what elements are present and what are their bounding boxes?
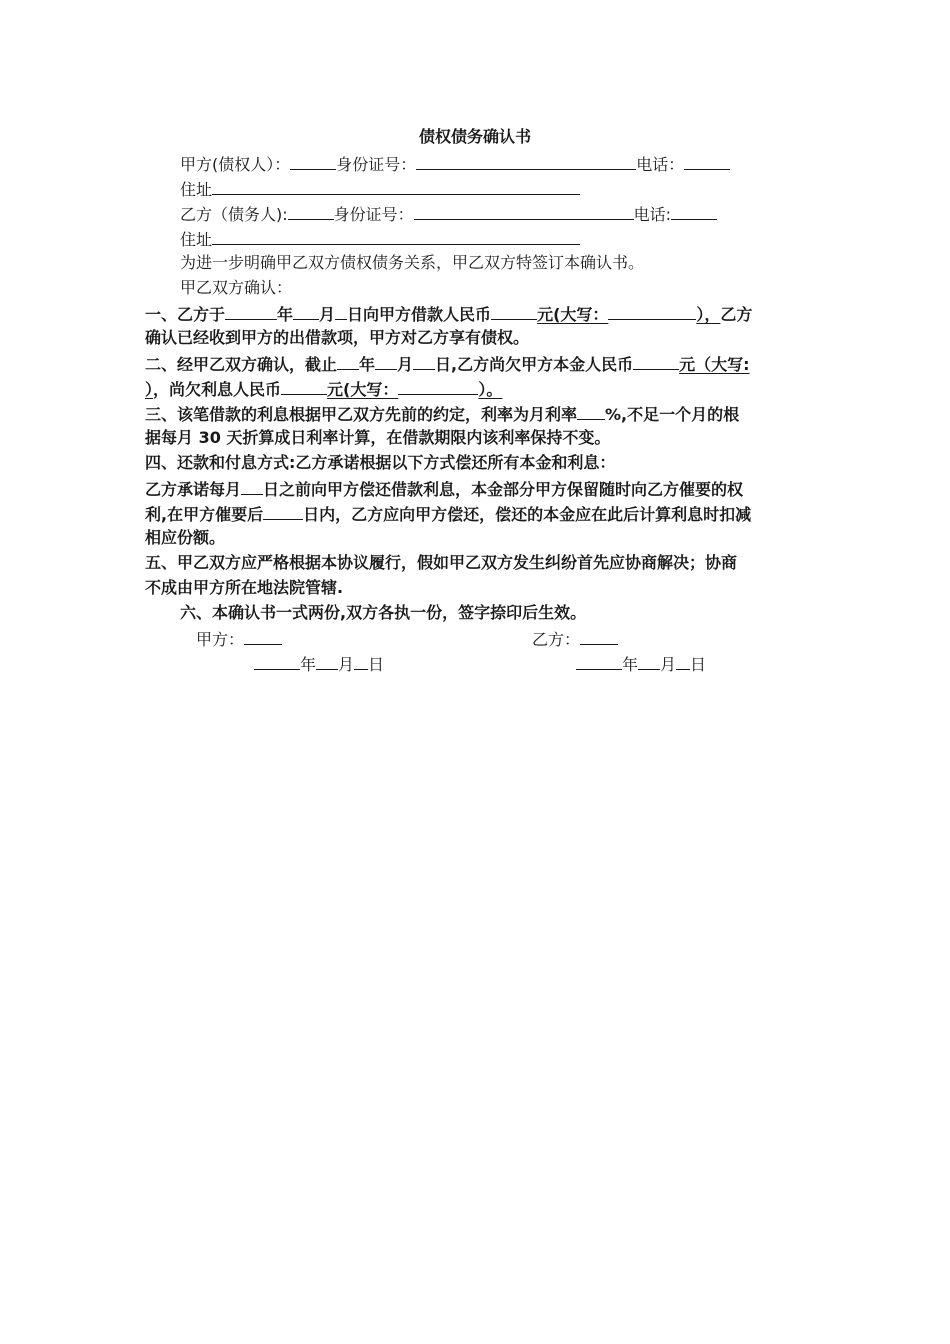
clause-1-year: 年 xyxy=(277,305,294,324)
clause-4-line-1: 四、还款和付息方式:乙方承诺根据以下方式偿还所有本金和利息： xyxy=(145,453,616,472)
date-b-day: 日 xyxy=(690,655,707,674)
signature-party-b xyxy=(532,627,618,651)
date-a-day: 日 xyxy=(368,655,385,674)
creditor-phone-label: 电话： xyxy=(636,155,685,174)
clause-1-year-blank xyxy=(225,302,277,320)
creditor-label: 甲方(债权人）： xyxy=(180,155,291,174)
party-a-label: 甲方： xyxy=(196,630,245,649)
clause-2-day-blank xyxy=(413,352,435,370)
debtor-address-blank xyxy=(212,227,580,245)
date-a-day-blank xyxy=(354,652,368,670)
date-b-month-blank xyxy=(638,652,660,670)
date-a-year: 年 xyxy=(300,655,317,674)
clause-4-text-b: 日之前向甲方偿还借款利息，本金部分甲方保留随时向乙方催要的权 xyxy=(263,480,744,499)
clause-1-amount-blank xyxy=(491,302,537,320)
clause-4-days-blank xyxy=(263,502,303,520)
date-b-month: 月 xyxy=(660,655,677,674)
clause-2-line-1 xyxy=(145,352,750,376)
clause-2-paren-close: ） xyxy=(145,380,154,399)
clause-4-text-a: 乙方承诺每月 xyxy=(145,480,242,499)
date-a-year-blank xyxy=(254,652,300,670)
clause-2-year-blank xyxy=(337,352,359,370)
clause-4-text-d: 日内，乙方应向甲方偿还，偿还的本金应在此后计算利息时扣减 xyxy=(303,505,752,524)
clause-1-month-blank xyxy=(293,302,319,320)
clause-3-line-1 xyxy=(145,402,739,426)
clause-2-text-a: 二、经甲乙双方确认，截止 xyxy=(145,355,338,374)
clause-1-capital-blank xyxy=(608,302,696,320)
clause-2-principal-blank xyxy=(633,352,679,370)
intro-paragraph: 为进一步明确甲乙双方债权债务关系，甲乙双方特签订本确认书。 xyxy=(180,253,645,272)
clause-4-day-blank xyxy=(241,477,263,495)
date-party-a xyxy=(254,652,384,676)
clause-5-line-1: 五、甲乙双方应严格根据本协议履行，假如甲乙双方发生纠纷首先应协商解决；协商 xyxy=(145,553,738,572)
clause-4-line-3 xyxy=(145,502,751,526)
creditor-address-blank xyxy=(212,177,580,195)
clause-2-capital-label: 元（大写: xyxy=(679,355,750,374)
creditor-address-line xyxy=(180,177,580,201)
clause-2-interest-capital-blank xyxy=(398,377,478,395)
clause-2-month: 月 xyxy=(397,355,414,374)
clause-2-month-blank xyxy=(375,352,397,370)
date-b-year: 年 xyxy=(622,655,639,674)
clause-1-day-blank xyxy=(335,302,347,320)
creditor-id-label: 身份证号： xyxy=(336,155,417,174)
clause-4-line-2 xyxy=(145,477,743,501)
clause-4-text-c: 利,在甲方催要后 xyxy=(145,505,264,524)
clause-2-text-b: 日,乙方尚欠甲方本金人民币 xyxy=(435,355,634,374)
debtor-id-label: 身份证号： xyxy=(333,205,414,224)
clause-6: 六、本确认书一式两份,双方各执一份，签字捺印后生效。 xyxy=(180,603,587,622)
clause-1-month: 月 xyxy=(319,305,336,324)
clause-3-text-a: 三、该笔借款的利息根据甲乙双方先前的约定，利率为月利率 xyxy=(145,405,578,424)
date-a-month: 月 xyxy=(338,655,355,674)
creditor-name-blank xyxy=(290,152,336,170)
clause-2-text-c: ，尚欠利息人民币 xyxy=(153,380,282,399)
creditor-address-label: 住址 xyxy=(180,180,213,199)
clause-1-line-2: 确认已经收到甲方的出借款项，甲方对乙方享有债权。 xyxy=(145,328,530,347)
date-b-year-blank xyxy=(576,652,622,670)
clause-2-interest-blank xyxy=(281,377,327,395)
signature-party-a xyxy=(196,627,282,651)
document-title: 债权债务确认书 xyxy=(418,127,531,146)
clause-1-text-a: 一、乙方于 xyxy=(145,305,226,324)
date-party-b xyxy=(576,652,706,676)
clause-2-end: ）。 xyxy=(478,380,503,399)
clause-1-text-c: 乙方 xyxy=(720,305,753,324)
clause-4-line-4: 相应份额。 xyxy=(145,528,226,547)
clause-1-capital-label: 元(大写： xyxy=(537,305,609,324)
party-a-signature-blank xyxy=(244,627,282,645)
clause-2-line-2 xyxy=(145,377,502,401)
confirm-heading: 甲乙双方确认： xyxy=(180,278,293,297)
debtor-phone-label: 电话: xyxy=(633,205,672,224)
party-b-label: 乙方： xyxy=(532,630,581,649)
debtor-label: 乙方（债务人): xyxy=(180,205,288,224)
creditor-phone-blank xyxy=(684,152,730,170)
debtor-address-label: 住址 xyxy=(180,230,213,249)
creditor-id-blank xyxy=(416,152,636,170)
clause-3-text-b: %,不足一个月的根 xyxy=(605,405,740,424)
clause-2-interest-capital-label: 元(大写： xyxy=(327,380,399,399)
clause-1-line-1 xyxy=(145,302,752,326)
debtor-line xyxy=(180,202,717,226)
date-b-day-blank xyxy=(676,652,690,670)
debtor-name-blank xyxy=(288,202,334,220)
creditor-line xyxy=(180,152,730,176)
debtor-address-line xyxy=(180,227,580,251)
debtor-phone-blank xyxy=(671,202,717,220)
debtor-id-blank xyxy=(414,202,634,220)
clause-1-text-b: 日向甲方借款人民币 xyxy=(347,305,492,324)
clause-1-paren-close: ）， xyxy=(696,305,721,324)
clause-3-rate-blank xyxy=(577,402,605,420)
party-b-signature-blank xyxy=(580,627,618,645)
clause-3-line-2: 据每月 30 天折算成日利率计算，在借款期限内该利率保持不变。 xyxy=(145,428,611,447)
clause-2-year: 年 xyxy=(359,355,376,374)
date-a-month-blank xyxy=(316,652,338,670)
clause-5-line-2: 不成由甲方所在地法院管辖. xyxy=(145,578,344,597)
